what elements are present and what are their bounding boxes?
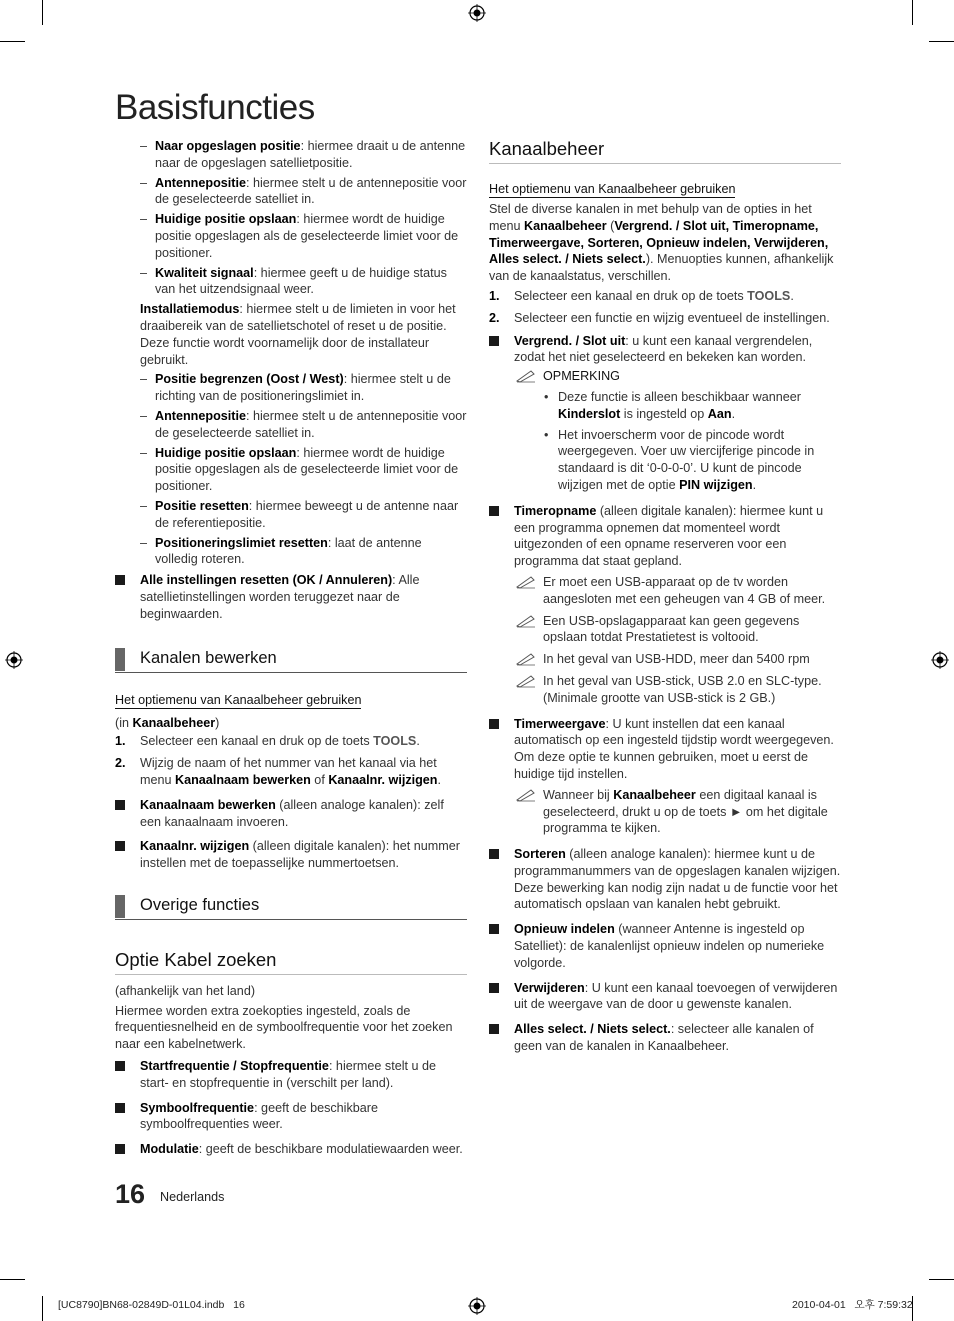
bullet-square-icon <box>115 800 125 810</box>
dash-list-1 <box>115 138 467 298</box>
note-heading: OPMERKING <box>489 368 841 385</box>
country-note: (afhankelijk van het land) <box>115 983 256 998</box>
bullet-item: Opnieuw indelen (wanneer Antenne is ingesteld op Satelliet): de kanalenlijst opnieuw indelen op numerieke volgorde. <box>489 921 841 971</box>
intro-paragraph: Stel de diverse kanalen in met behulp van de opties in het menu Kanaalbeheer (Vergrend. / Slot uit, Timeropname, Timerweergave, Sorteren, Opnieuw indelen, Verwijderen, Alles select. / Niets select.). Menuopties kunnen, afhankelijk van de kanaalstatus, verschillen. <box>489 202 834 284</box>
bullet-item: Modulatie: geeft de beschikbare modulatiewaarden weer. <box>115 1141 467 1158</box>
note-item: In het geval van USB-stick, USB 2.0 en SLC-type. (Minimale grootte van USB-stick is 2 GB.) <box>489 673 841 707</box>
crop-mark <box>912 0 913 25</box>
section-heading: Optie Kabel zoeken <box>115 949 467 975</box>
note-bullet: • Deze functie is alleen beschikbaar wanneer Kinderslot is ingesteld op Aan. <box>544 389 801 421</box>
registration-mark-icon <box>5 651 23 669</box>
page-number: 16 <box>115 1179 146 1209</box>
dash-list-2 <box>115 371 467 568</box>
bullet-item: Symboolfrequentie: geeft de beschikbare symboolfrequenties weer. <box>115 1100 467 1134</box>
numbered-step: 2. Selecteer een functie en wijzig eventueel de instellingen. <box>489 310 830 325</box>
bullet-square-icon <box>115 1061 125 1071</box>
bullet-square-icon <box>489 1024 499 1034</box>
bullet-item: Startfrequentie / Stopfrequentie: hiermee stelt u de start- en stopfrequentie in (verschilt per land). <box>115 1058 467 1092</box>
install-mode-paragraph: Installatiemodus: hiermee stelt u de limieten in voor het draaibereik van de satellietschotel of reset u de positie. Deze functie wordt voornamelijk door de installateur gebruikt. <box>140 302 456 367</box>
numbered-step: 1. Selecteer een kanaal en druk op de toets TOOLS. <box>489 288 794 303</box>
bullet-square-icon <box>115 1103 125 1113</box>
list-item: – Positioneringslimiet resetten: laat de antenne volledig roteren. <box>140 535 422 567</box>
right-column <box>489 138 841 1063</box>
note-item: Een USB-opslagapparaat kan geen gegevens opslaan totdat Prestatietest is voltooid. <box>489 613 841 647</box>
print-slug-file: [UC8790]BN68-02849D-01L04.indb 16 <box>58 1299 245 1311</box>
print-slug-date: 2010-04-01 오후 7:59:32 <box>792 1299 913 1311</box>
bullet-item: Verwijderen: U kunt een kanaal toevoegen of verwijderen uit de weergave van de door u gewenste kanalen. <box>489 980 841 1014</box>
note-item: In het geval van USB-HDD, meer dan 5400 rpm <box>489 651 841 668</box>
list-item: – Naar opgeslagen positie: hiermee draait u de antenne naar de opgeslagen satellietpositie. <box>140 139 466 170</box>
crop-mark <box>0 41 25 42</box>
section-link-title: Het optiemenu van Kanaalbeheer gebruiken <box>489 182 736 196</box>
crop-mark <box>929 1279 954 1280</box>
list-item: – Antennepositie: hiermee stelt u de antennepositie voor de geselecteerde satelliet in. <box>140 175 467 207</box>
crop-mark <box>929 41 954 42</box>
bullet-item: Vergrend. / Slot uit: u kunt een kanaal vergrendelen, zodat het niet geselecteerd en bekeken kan worden. <box>489 333 841 367</box>
crop-mark <box>0 1279 25 1280</box>
numbered-step: 1. Selecteer een kanaal en druk op de toets TOOLS. <box>115 734 420 749</box>
numbered-step: 2. Wijzig de naam of het nummer van het kanaal via het menu Kanaalnaam bewerken of Kanaalnr. wijzigen. <box>115 756 442 787</box>
note-item: Er moet een USB-apparaat op de tv worden aangesloten met een geheugen van 4 GB of meer. <box>489 574 841 608</box>
bullet-square-icon <box>489 336 499 346</box>
page-language: Nederlands <box>160 1190 225 1204</box>
note-bullet: • Het invoerscherm voor de pincode wordt weergegeven. Voer uw viercijferige pincode in standaard is dit ‘0-0-0-0’. U kunt de pincode wijzigen met de optie PIN wijzigen. <box>544 427 815 492</box>
page-title: Basisfuncties <box>115 88 315 127</box>
bullet-square-icon <box>489 983 499 993</box>
list-item: – Kwaliteit signaal: hiermee geeft u de huidige status van het uitzendsignaal weer. <box>140 265 447 297</box>
list-item: – Antennepositie: hiermee stelt u de antennepositie voor de geselecteerde satelliet in. <box>140 408 467 440</box>
list-item: – Positie begrenzen (Oost / West): hiermee stelt u de richting van de positioneringslimiet in. <box>140 372 451 404</box>
bullet-square-icon <box>489 849 499 859</box>
pencil-note-icon <box>515 652 537 666</box>
section-heading: Kanaalbeheer <box>489 138 841 164</box>
bullet-square-icon <box>115 1144 125 1154</box>
pencil-note-icon <box>515 369 537 383</box>
pencil-note-icon <box>515 614 537 628</box>
registration-mark-icon <box>931 651 949 669</box>
list-item: – Huidige positie opslaan: hiermee wordt de huidige positie opgeslagen als de geselecteerde limiet voor de positioner. <box>140 445 459 494</box>
registration-mark-icon <box>468 1297 486 1315</box>
bullet-item: Kanaalnaam bewerken (alleen analoge kanalen): zelf een kanaalnaam invoeren. <box>115 797 467 831</box>
bullet-square-icon <box>115 841 125 851</box>
subsection-heading: Kanalen bewerken <box>115 645 467 673</box>
pencil-note-icon <box>515 575 537 589</box>
left-column <box>115 138 467 1166</box>
list-item: – Positie resetten: hiermee beweegt u de antenne naar de referentiepositie. <box>140 498 459 530</box>
bullet-square-icon <box>489 719 499 729</box>
section-link-title: Het optiemenu van Kanaalbeheer gebruiken <box>115 692 362 707</box>
bullet-item: Alle instellingen resetten (OK / Annuleren): Alle satellietinstellingen worden teruggezet naar de beginwaarden. <box>115 572 467 622</box>
bullet-item: Sorteren (alleen analoge kanalen): hiermee kunt u de programmanummers van de opgeslagen kanalen wijzigen. Deze bewerking kan nodig zijn nadat u de functie voor het automatisch opslaan van kanalen hebt gebruikt. <box>489 846 841 913</box>
bullet-item: Timeropname (alleen digitale kanalen): hiermee kunt u een programma opnemen dat momenteel wordt uitgezonden of een opname reserveren voor een programma dat staat gepland. <box>489 503 841 570</box>
context-note: (in Kanaalbeheer) <box>115 715 220 730</box>
bullet-item: Kanaalnr. wijzigen (alleen digitale kanalen): het nummer instellen met de toepasselijke nummertoetsen. <box>115 838 467 872</box>
crop-mark <box>42 0 43 25</box>
note-item: Wanneer bij Kanaalbeheer een digitaal kanaal is geselecteerd, drukt u op de toets ► om het digitale programma te kijken. <box>489 787 841 837</box>
subsection-heading: Overige functies <box>115 892 467 920</box>
pencil-note-icon <box>515 674 537 688</box>
bullet-square-icon <box>489 924 499 934</box>
bullet-item: Alles select. / Niets select.: selecteer alle kanalen of geen van de kanalen in Kanaalbeheer. <box>489 1021 841 1055</box>
bullet-square-icon <box>115 575 125 585</box>
crop-mark <box>42 1296 43 1321</box>
bullet-square-icon <box>489 506 499 516</box>
intro-paragraph: Hiermee worden extra zoekopties ingesteld, zoals de frequentiesnelheid en de symboolfrequentie voor het zoeken naar een kabelnetwerk. <box>115 1003 453 1052</box>
registration-mark-icon <box>468 4 486 22</box>
pencil-note-icon <box>515 788 537 802</box>
list-item: – Huidige positie opslaan: hiermee wordt de huidige positie opgeslagen als de geselecteerde limiet voor de positioner. <box>140 212 459 260</box>
bullet-item: Timerweergave: U kunt instellen dat een kanaal automatisch op een ingesteld tijdstip wordt weergegeven. Om deze optie te kunnen gebruiken, moet u eerst de huidige tijd instellen. <box>489 716 841 783</box>
